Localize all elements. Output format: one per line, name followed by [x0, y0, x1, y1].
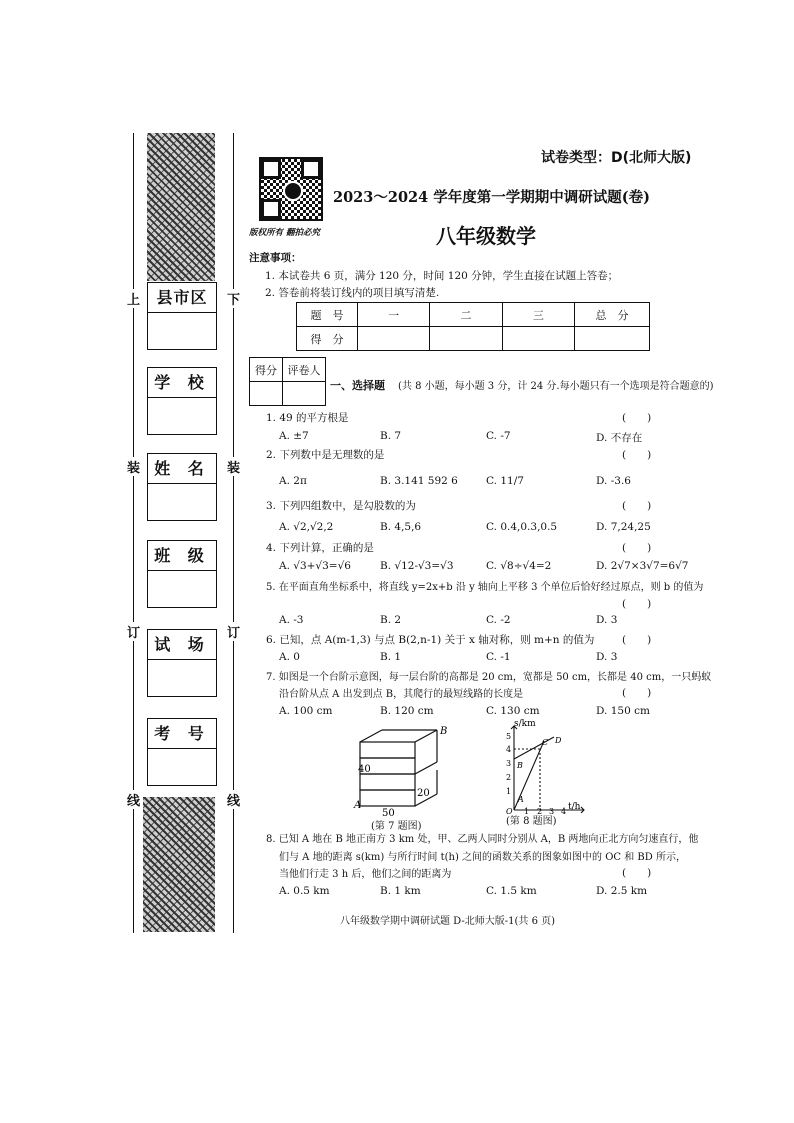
field-county[interactable] [147, 282, 217, 350]
figure-8-graph [500, 718, 590, 818]
binding-char-left-3: 订 [127, 622, 140, 641]
answer-paren[interactable]: ( ) [622, 412, 652, 424]
score-table-row-label: 得 分 [297, 327, 358, 351]
fig7-label-b: B [440, 726, 448, 737]
question-8-stem: 8. 已知 A 地在 B 地正南方 3 km 处，甲、乙两人同时分别从 A，B 两地向正北方向匀速直行，他 [266, 834, 699, 845]
answer-paren[interactable]: ( ) [622, 687, 652, 699]
grader-score-label: 得分 [250, 358, 283, 382]
exam-title: 2023～2024 学年度第一学期期中调研试题(卷) [333, 189, 650, 206]
question-8-stem-line3: 当他们行走 3 h 后，他们之间的距离为 [279, 869, 452, 880]
notes-heading: 注意事项： [249, 252, 302, 264]
section1-heading: 一、选择题 [330, 379, 385, 392]
q7-option-c[interactable]: C. 130 cm [486, 705, 540, 717]
fig8-ytick-1: 1 [506, 787, 512, 796]
fig8-xtick-4: 4 [561, 807, 567, 816]
field-school-label: 学 校 [148, 368, 216, 398]
question-8-stem-line2: 们与 A 地的距离 s(km) 与所行时间 t(h) 之间的函数关系的图象如图中的 OC 和 BD 所示， [279, 852, 686, 863]
q4-option-b[interactable]: B. √12-√3=√3 [380, 560, 454, 572]
figure-7-staircase [350, 720, 460, 820]
q8-option-c[interactable]: C. 1.5 km [486, 885, 537, 897]
question-1-stem: 1. 49 的平方根是 [266, 412, 349, 424]
binding-char-left-2: 装 [127, 457, 140, 476]
fig8-xtick-2: 2 [537, 807, 543, 816]
q4-option-c[interactable]: C. √8÷√4=2 [486, 560, 552, 572]
binding-line-left [133, 133, 134, 933]
q8-option-b[interactable]: B. 1 km [380, 885, 421, 897]
binding-char-left-1: 上 [127, 289, 140, 308]
q5-option-d[interactable]: D. 3 [596, 614, 618, 626]
field-exam-number-label: 考 号 [148, 719, 216, 749]
q5-option-b[interactable]: B. 2 [380, 614, 402, 626]
score-table [296, 302, 650, 351]
score-table-header: 三 [502, 303, 574, 327]
binding-char-left-4: 线 [127, 790, 140, 809]
score-cell[interactable] [575, 327, 650, 351]
fig8-xtick-1: 1 [524, 807, 530, 816]
grader-name-cell[interactable] [283, 382, 326, 406]
fig8-ytick-3: 3 [506, 759, 512, 768]
score-cell[interactable] [430, 327, 502, 351]
score-table-header: 一 [358, 303, 430, 327]
grader-box [249, 357, 326, 406]
binding-char-right-2: 装 [227, 457, 240, 476]
note-item-1: 1. 本试卷共 6 页，满分 120 分，时间 120 分钟，学生直接在试题上答卷； [265, 270, 619, 282]
fig8-ytick-2: 2 [506, 773, 512, 782]
fig8-xlabel: t/h [568, 802, 581, 812]
fig8-ytick-5: 5 [506, 732, 512, 741]
fig7-caption: (第 7 题图) [371, 821, 422, 832]
q7-option-b[interactable]: B. 120 cm [380, 705, 434, 717]
q6-option-c[interactable]: C. -1 [486, 651, 511, 663]
q8-option-d[interactable]: D. 2.5 km [596, 885, 648, 897]
grader-score-cell[interactable] [250, 382, 283, 406]
answer-paren[interactable]: ( ) [622, 598, 652, 610]
binding-char-right-1: 下 [227, 289, 240, 308]
fig8-point-c: C [542, 738, 549, 747]
fig8-xtick-3: 3 [549, 807, 555, 816]
fig7-label-20: 20 [417, 788, 430, 799]
score-table-header: 题 号 [297, 303, 358, 327]
q6-option-b[interactable]: B. 1 [380, 651, 402, 663]
fig7-label-40: 40 [358, 764, 371, 775]
field-county-label: 县市区 [148, 283, 216, 313]
field-class[interactable] [147, 540, 217, 608]
q2-option-a[interactable]: A. 2π [279, 475, 307, 487]
note-item-2: 2. 答卷前将装订线内的项目填写清楚. [265, 287, 440, 299]
fig8-caption: (第 8 题图) [506, 816, 557, 827]
q2-option-c[interactable]: C. 11/7 [486, 475, 524, 487]
fig8-point-d: D [555, 736, 562, 745]
question-6-stem: 6. 已知，点 A(m-1,3) 与点 B(2,n-1) 关于 x 轴对称，则 m+n 的值为 [266, 634, 595, 646]
fig7-label-a: A [354, 800, 362, 811]
answer-paren[interactable]: ( ) [622, 449, 652, 461]
binding-char-right-4: 线 [227, 790, 240, 809]
grader-name-label: 评卷人 [283, 358, 326, 382]
score-cell[interactable] [502, 327, 574, 351]
q4-option-d[interactable]: D. 2√7×3√7=6√7 [596, 560, 689, 572]
question-7-stem: 7. 如图是一个台阶示意图，每一层台阶的高都是 20 cm，宽都是 50 cm，长都是 40 cm，一只蚂蚁 [266, 672, 712, 683]
q1-option-d[interactable]: D. 不存在 [596, 432, 643, 444]
fig7-label-50: 50 [382, 808, 395, 819]
q3-option-d[interactable]: D. 7,24,25 [596, 521, 651, 533]
binding-pattern-bottom [143, 797, 215, 932]
q6-option-a[interactable]: A. 0 [279, 651, 300, 663]
q2-option-d[interactable]: D. -3.6 [596, 475, 631, 487]
q2-option-b[interactable]: B. 3.141 592 6 [380, 475, 458, 487]
field-name[interactable] [147, 453, 217, 521]
answer-paren[interactable]: ( ) [622, 634, 652, 646]
q1-option-c[interactable]: C. -7 [486, 430, 511, 442]
fig8-ytick-4: 4 [506, 745, 512, 754]
section1-desc: (共 8 小题，每小题 3 分，计 24 分.每小题只有一个选项是符合题意的) [398, 381, 714, 392]
q1-option-a[interactable]: A. ±7 [279, 430, 309, 442]
binding-line-right [233, 133, 234, 933]
question-4-stem: 4. 下列计算，正确的是 [266, 542, 374, 554]
field-class-label: 班 级 [148, 541, 216, 571]
q3-option-c[interactable]: C. 0.4,0.3,0.5 [486, 521, 558, 533]
field-school[interactable] [147, 367, 217, 435]
q7-option-a[interactable]: A. 100 cm [279, 705, 333, 717]
field-exam-room-label: 试 场 [148, 630, 216, 660]
field-name-label: 姓 名 [148, 454, 216, 484]
question-5-stem: 5. 在平面直角坐标系中，将直线 y=2x+b 沿 y 轴向上平移 3 个单位后恰好经过原点，则 b 的值为 [266, 582, 704, 593]
q5-option-c[interactable]: C. -2 [486, 614, 511, 626]
score-table-header: 总 分 [575, 303, 650, 327]
answer-paren[interactable]: ( ) [622, 500, 652, 512]
question-3-stem: 3. 下列四组数中，是勾股数的为 [266, 500, 416, 512]
score-table-header: 二 [430, 303, 502, 327]
q7-option-d[interactable]: D. 150 cm [596, 705, 650, 717]
page-footer: 八年级数学期中调研试题 D-北师大版-1(共 6 页) [340, 916, 556, 927]
subject-title: 八年级数学 [436, 224, 536, 248]
field-exam-number[interactable] [147, 718, 217, 786]
q6-option-d[interactable]: D. 3 [596, 651, 618, 663]
q8-option-a[interactable]: A. 0.5 km [279, 885, 330, 897]
fig8-origin: O [506, 807, 513, 816]
qr-caption: 版权所有 翻拍必究 [249, 228, 320, 238]
question-7-stem-line2: 沿台阶从点 A 出发到点 B，其爬行的最短线路的长度是 [279, 689, 524, 700]
answer-paren[interactable]: ( ) [622, 542, 652, 554]
paper-type: 试卷类型：D(北师大版) [541, 150, 692, 166]
fig8-point-a: A [518, 795, 524, 804]
qr-code-icon [259, 157, 323, 221]
fig8-point-b: B [517, 761, 523, 770]
q3-option-a[interactable]: A. √2,√2,2 [279, 521, 334, 533]
fig8-ylabel: s/km [514, 719, 536, 729]
q3-option-b[interactable]: B. 4,5,6 [380, 521, 422, 533]
answer-paren[interactable]: ( ) [622, 867, 652, 879]
q4-option-a[interactable]: A. √3+√3=√6 [279, 560, 351, 572]
field-exam-room[interactable] [147, 629, 217, 697]
q5-option-a[interactable]: A. -3 [279, 614, 304, 626]
q1-option-b[interactable]: B. 7 [380, 430, 402, 442]
binding-pattern-top [147, 133, 215, 281]
question-2-stem: 2. 下列数中是无理数的是 [266, 449, 385, 461]
binding-char-right-3: 订 [227, 622, 240, 641]
score-cell[interactable] [358, 327, 430, 351]
